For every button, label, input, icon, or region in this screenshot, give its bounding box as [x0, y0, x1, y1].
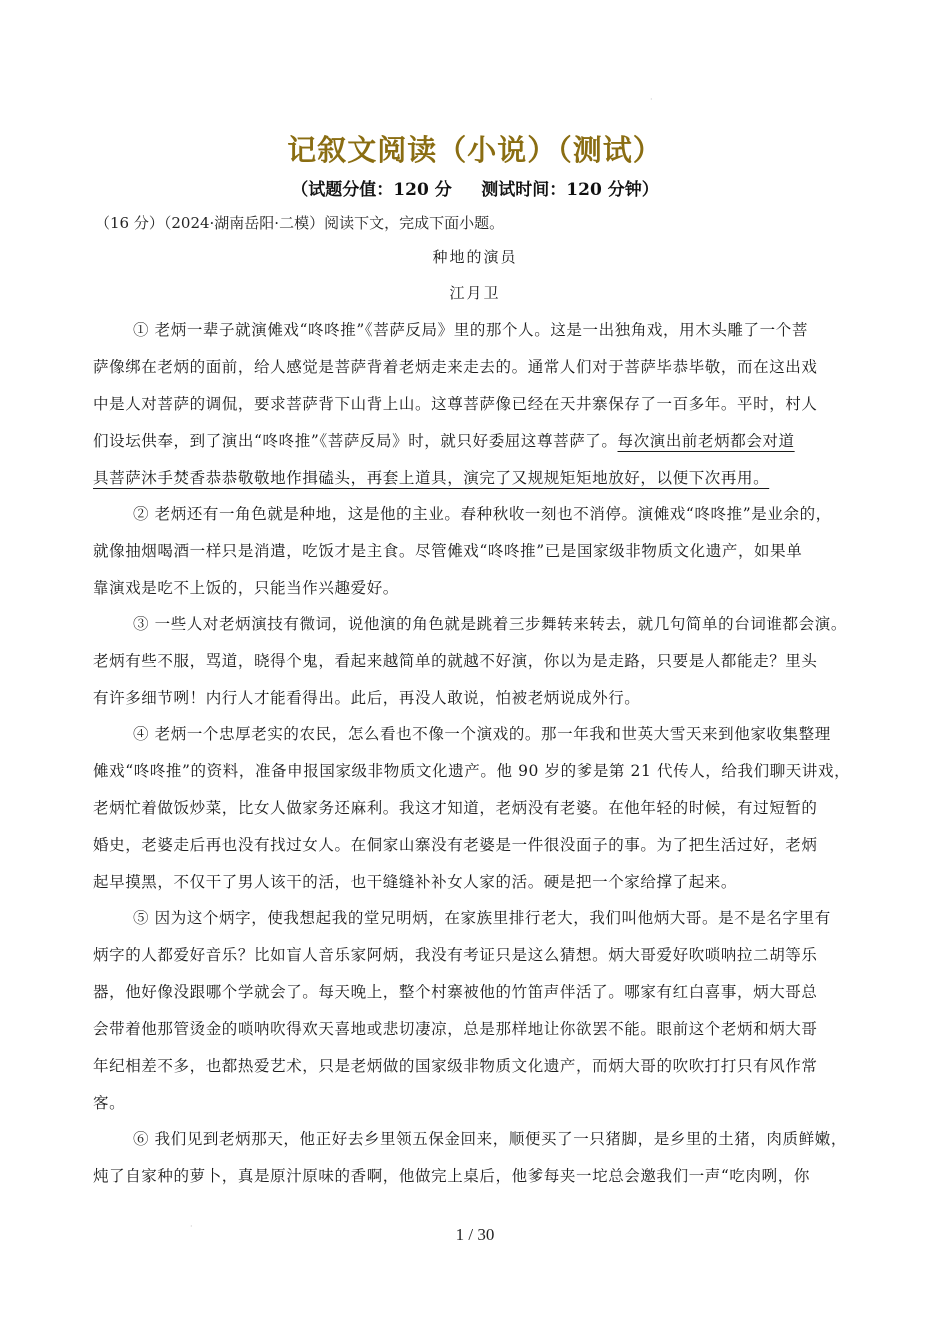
paragraph-line: ⑥ 我们见到老炳那天，他正好去乡里领五保金回来，顺便买了一只猪脚，是乡里的土猪，肉质鲜嫩， — [133, 1130, 847, 1148]
paragraph-line: 会带着他那管烫金的唢呐吹得欢天喜地或悲切凄凉，总是那样地让你欲罢不能。眼前这个老炳和炳大哥 — [93, 1020, 818, 1038]
paragraph-line: 炳字的人都爱好音乐？比如盲人音乐家阿炳，我没有考证只是这么猜想。炳大哥爱好吹唢呐拉二胡等乐 — [93, 946, 818, 964]
underlined-sentence: 每次演出前老炳都会对道 — [617, 432, 795, 450]
paragraph-line: ④ 老炳一个忠厚老实的农民，怎么看也不像一个演戏的。那一年我和世英大雪天来到他家收集整理 — [133, 725, 831, 743]
paragraph-line: 靠演戏是吃不上饭的，只能当作兴趣爱好。 — [93, 579, 399, 597]
paragraph-line: 年纪相差不多，也都热爱艺术，只是老炳做的国家级非物质文化遗产，而炳大哥的吹吹打打只有风作常 — [93, 1057, 818, 1075]
test-info — [0, 175, 950, 200]
scan-dot: · — [190, 1222, 193, 1231]
time-label: 测试时间：120 分钟） — [481, 180, 659, 200]
paragraph-line: 萨像绑在老炳的面前，给人感觉是菩萨背着老炳走来走去的。通常人们对于菩萨毕恭毕敬，而在这出戏 — [93, 358, 818, 376]
paragraph-line — [93, 429, 795, 451]
score-label: （试题分值：120 分 — [291, 180, 452, 200]
paragraph-line: 炖了自家种的萝卜，真是原汁原味的香啊，他做完上桌后，他爹每夹一坨总会邀我们一声“吃肉咧，你 — [93, 1167, 810, 1185]
paragraph-line: ⑤ 因为这个炳字，使我想起我的堂兄明炳，在家族里排行老大，我们叫他炳大哥。是不是名字里有 — [133, 909, 831, 927]
story-title: 种地的演员 — [432, 248, 518, 266]
paragraph-line: ③ 一些人对老炳演技有微词，说他演的角色就是跳着三步舞转来转去，就几句简单的台词谁都会演。 — [133, 615, 847, 633]
paragraph-line: 傩戏“咚咚推”的资料，准备申报国家级非物质文化遗产。他 90 岁的爹是第 21 代传人，给我们聊天讲戏， — [93, 762, 851, 780]
paragraph-line: 客。 — [93, 1094, 126, 1112]
paragraph-line: ② 老炳还有一角色就是种地，这是他的主业。春种秋收一刻也不消停。演傩戏“咚咚推”是业余的， — [133, 505, 832, 523]
paragraph-line: 婚史，老婆走后再也没有找过女人。在侗家山寨没有老婆是一件很没面子的事。为了把生活过好，老炳 — [93, 836, 818, 854]
page-title: 记叙文阅读（小说）（测试） — [287, 133, 663, 167]
story-author: 江月卫 — [449, 284, 501, 302]
paragraph-line: 器，他好像没跟哪个学就会了。每天晚上，整个村寨被他的竹笛声伴活了。哪家有红白喜事，炳大哥总 — [93, 983, 818, 1001]
paragraph-line: 中是人对菩萨的调侃，要求菩萨背下山背上山。这尊菩萨像已经在天井寨保存了一百多年。平时，村人 — [93, 395, 818, 413]
paragraph-line: 就像抽烟喝酒一样只是消遣，吃饭才是主食。尽管傩戏“咚咚推”已是国家级非物质文化遗产，如果单 — [93, 542, 803, 560]
paragraph-line: 有许多细节咧！内行人才能看得出。此后，再没人敢说，怕被老炳说成外行。 — [93, 689, 641, 707]
underlined-sentence: 具菩萨沐手焚香恭恭敬敬地作揖磕头，再套上道具，演完了又规规矩矩地放好，以便下次再用。 — [93, 469, 770, 487]
paragraph-line: 老炳忙着做饭炒菜，比女人做家务还麻利。我这才知道，老炳没有老婆。在他年轻的时候，有过短暂的 — [93, 799, 818, 817]
paragraph-line: ① 老炳一辈子就演傩戏“咚咚推”《菩萨反局》里的那个人。这是一出独角戏，用木头雕了一个菩 — [133, 321, 808, 339]
scan-dot: · — [650, 95, 653, 104]
paragraph-line: 老炳有些不服，骂道，晓得个鬼，看起来越简单的就越不好演，你以为是走路，只要是人都能走？里头 — [93, 652, 818, 670]
text-run: 们设坛供奉，到了演出“咚咚推”《菩萨反局》时，就只好委屈这尊菩萨了。 — [93, 432, 618, 450]
question-intro: （16 分）（2024·湖南岳阳·二模）阅读下文，完成下面小题。 — [95, 214, 505, 232]
page-number: 1 / 30 — [455, 1225, 495, 1244]
paragraph-line: 起早摸黑，不仅干了男人该干的活，也干缝缝补补女人家的活。硬是把一个家给撑了起来。 — [93, 873, 738, 891]
